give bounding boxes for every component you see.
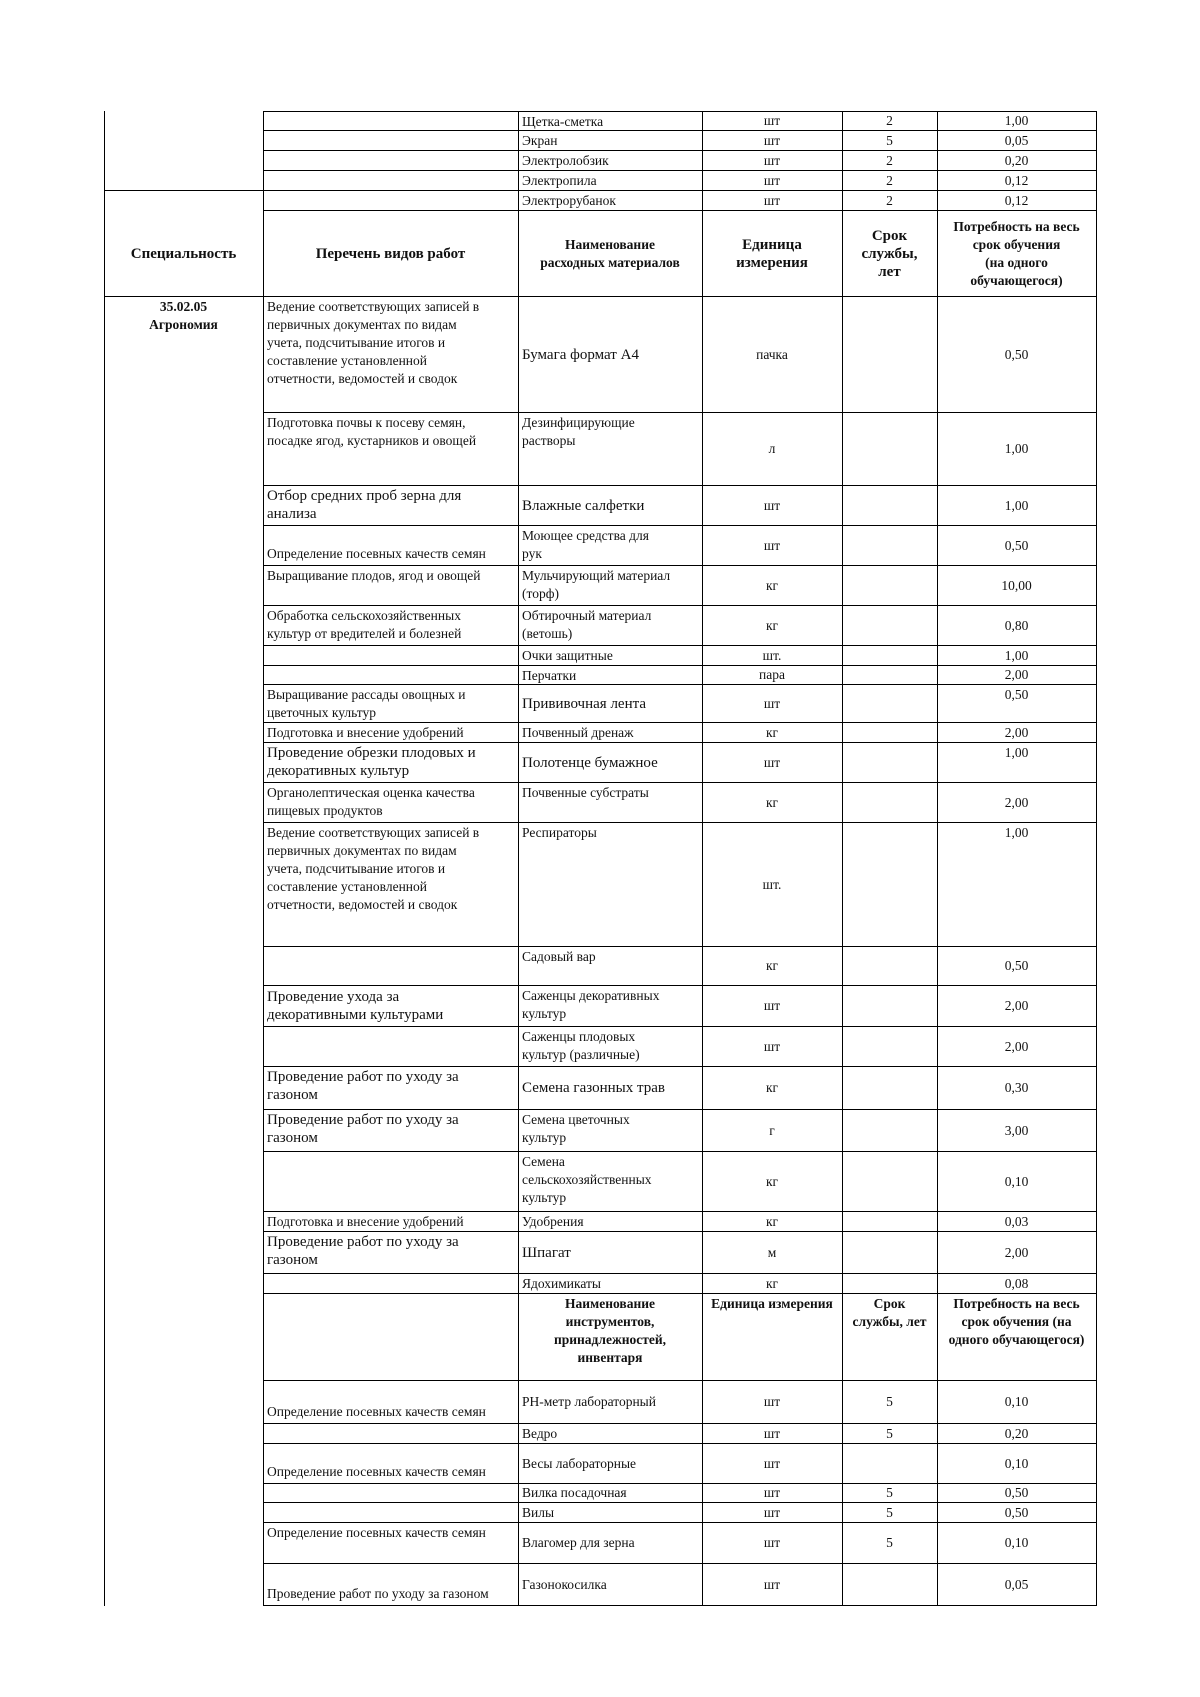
service-life-cell: [843, 413, 936, 485]
unit-cell: кг: [765, 1213, 779, 1229]
unit-cell: шт: [763, 754, 781, 770]
tool-name: Влагомер для зерна: [522, 1535, 635, 1550]
material-name: Саженцы декоративных культур: [522, 988, 660, 1021]
service-life-cell: [843, 566, 936, 605]
need-cell: 0,50: [1004, 346, 1029, 362]
service-life-cell: 2: [886, 113, 893, 128]
material-name: Электропила: [522, 173, 597, 188]
material-name: Садовый вар: [522, 949, 596, 964]
material-name: Влажные салфетки: [522, 497, 645, 514]
service-life-cell: 5: [886, 1535, 893, 1550]
material-name: Электролобзик: [522, 153, 609, 168]
table-rule: [263, 296, 264, 1294]
unit-cell: шт.: [762, 876, 782, 892]
service-life-cell: [843, 723, 936, 742]
need-cell: 0,10: [1004, 1394, 1029, 1409]
material-name: Семена газонных трав: [522, 1080, 665, 1096]
material-name: Прививочная лента: [522, 695, 647, 712]
need-cell: 2,00: [1004, 1038, 1029, 1054]
unit-cell: кг: [765, 1080, 779, 1095]
material-name: Бумага формат А4: [522, 346, 639, 363]
need-cell: 1,00: [1004, 497, 1029, 513]
table-rule: [937, 296, 938, 1294]
need-cell: 2,00: [1004, 794, 1029, 810]
unit-cell: кг: [765, 1173, 779, 1189]
work-type: Проведение работ по уходу за газоном: [267, 1234, 459, 1268]
work-type: [264, 1484, 517, 1502]
service-life-cell: [843, 1152, 936, 1211]
work-type: Подготовка и внесение удобрений: [267, 725, 464, 740]
table-rule: [937, 1293, 938, 1381]
work-type: Проведение работ по уходу за газоном: [267, 1069, 459, 1103]
unit-cell: шт: [763, 1576, 781, 1592]
material-name: Респираторы: [522, 825, 597, 840]
table-rule: [842, 210, 843, 297]
column-header-service-life: Срок службы, лет: [861, 227, 918, 280]
need-cell: 0,20: [1004, 152, 1029, 168]
need-cell: 0,50: [1004, 537, 1029, 553]
service-life-cell: 2: [886, 192, 893, 208]
table-rule: [842, 296, 843, 1294]
unit-cell: пачка: [756, 346, 788, 362]
service-life-cell: [843, 743, 936, 782]
unit-cell: шт: [763, 1535, 781, 1550]
need-cell: 2,00: [1004, 667, 1029, 682]
need-cell: 2,00: [1004, 724, 1029, 740]
material-name: Шпагат: [522, 1244, 571, 1261]
need-cell: 0,30: [1004, 1080, 1029, 1095]
material-name: Обтирочный материал (ветошь): [522, 608, 652, 641]
work-type: [264, 1152, 517, 1211]
material-name: Дезинфицирующие растворы: [522, 415, 635, 448]
tool-name: Ведро: [522, 1425, 558, 1441]
work-type: Подготовка почвы к посеву семян, посадке ягод, кустарников и овощей: [267, 415, 477, 448]
table-rule: [518, 296, 519, 1294]
material-name: Электрорубанок: [522, 193, 616, 208]
table-rule: [518, 1293, 519, 1381]
work-type: [264, 666, 517, 684]
tools-header-service-life: Срок службы, лет: [852, 1296, 927, 1329]
service-life-cell: [843, 1027, 936, 1066]
unit-cell: шт: [763, 695, 781, 711]
column-header-need: Потребность на весь срок обучения (на одного обучающегося): [953, 218, 1080, 288]
need-cell: 0,10: [1004, 1535, 1029, 1550]
unit-cell: шт.: [762, 647, 782, 663]
table-rule: [702, 296, 703, 1294]
unit-cell: кг: [765, 617, 779, 633]
unit-cell: шт: [763, 1038, 781, 1054]
service-life-cell: 5: [886, 1485, 893, 1500]
need-cell: 1,00: [1004, 745, 1029, 760]
unit-cell: шт: [763, 152, 781, 168]
unit-cell: шт: [763, 1485, 781, 1500]
table-rule: [518, 111, 519, 211]
tool-name: РН-метр лабораторный: [522, 1394, 656, 1409]
need-cell: 0,50: [1004, 1485, 1029, 1500]
unit-cell: шт: [763, 192, 781, 208]
need-cell: 3,00: [1004, 1122, 1029, 1138]
need-cell: 0,10: [1004, 1173, 1029, 1189]
service-life-cell: [843, 685, 936, 722]
work-type: [264, 1274, 517, 1293]
service-life-cell: [843, 1564, 936, 1605]
unit-cell: м: [767, 1244, 777, 1260]
need-cell: 0,12: [1004, 172, 1029, 188]
service-life-cell: 5: [886, 1504, 893, 1520]
need-cell: 0,50: [1004, 687, 1029, 702]
work-type: Определение посевных качеств семян: [267, 1404, 486, 1419]
material-name: Саженцы плодовых культур (различные): [522, 1029, 640, 1062]
need-cell: 0,50: [1004, 958, 1029, 973]
work-type: [264, 1424, 517, 1443]
table-rule: [263, 1293, 264, 1381]
column-header-materials: Наименование расходных материалов: [540, 236, 680, 270]
work-type: Проведение обрезки плодовых и декоративных культур: [267, 745, 476, 779]
unit-cell: кг: [765, 794, 779, 810]
unit-cell: кг: [765, 1275, 779, 1291]
need-cell: 2,00: [1004, 998, 1029, 1013]
service-life-cell: [843, 486, 936, 525]
unit-cell: шт: [763, 998, 781, 1013]
work-type: Ведение соответствующих записей в первичных документах по видам учета, подсчитывание итогов и составление установленной отчетности, ведомостей и сводок: [267, 299, 480, 386]
work-type: Отбор средних проб зерна для анализа: [267, 488, 462, 522]
table-rule: [1096, 1293, 1097, 1381]
service-life-cell: [843, 297, 936, 412]
table-rule: [937, 210, 938, 297]
work-type: [264, 1027, 517, 1066]
service-life-cell: [843, 986, 936, 1026]
unit-cell: кг: [765, 724, 779, 740]
need-cell: 2,00: [1004, 1244, 1029, 1260]
service-life-cell: [843, 1110, 936, 1151]
material-name: Полотенце бумажное: [522, 754, 658, 771]
tools-header-need: Потребность на весь срок обучения (на одного обучающегося): [948, 1296, 1085, 1347]
unit-cell: шт: [763, 1425, 781, 1441]
service-life-cell: [843, 646, 936, 665]
service-life-cell: [843, 823, 936, 946]
material-name: Ядохимикаты: [522, 1276, 601, 1291]
unit-cell: пара: [759, 667, 785, 682]
unit-cell: шт: [763, 537, 781, 553]
tool-name: Вилка посадочная: [522, 1485, 627, 1500]
service-life-cell: [843, 526, 936, 565]
table-rule: [263, 111, 264, 211]
work-type: Выращивание плодов, ягод и овощей: [267, 568, 481, 583]
need-cell: 1,00: [1004, 113, 1029, 128]
work-type: Проведение работ по уходу за газоном: [267, 1112, 459, 1146]
need-cell: 0,05: [1004, 1576, 1029, 1592]
table-rule: [1096, 296, 1097, 1294]
work-type: Определение посевных качеств семян: [267, 1525, 486, 1540]
column-header-specialty: Специальность: [130, 245, 237, 262]
need-cell: 0,05: [1004, 132, 1029, 148]
need-cell: 0,50: [1004, 1504, 1029, 1520]
material-name: Очки защитные: [522, 648, 613, 663]
need-cell: 1,00: [1004, 647, 1029, 663]
work-type: Проведение работ по уходу за газоном: [267, 1586, 489, 1601]
tool-name: Газонокосилка: [522, 1576, 607, 1592]
unit-cell: шт: [763, 113, 781, 128]
work-type: [264, 1503, 517, 1522]
table-rule: [518, 210, 519, 297]
unit-cell: г: [769, 1122, 775, 1138]
need-cell: 0,10: [1004, 1455, 1029, 1471]
material-name: Перчатки: [522, 668, 577, 683]
work-type: Определение посевных качеств семян: [267, 1464, 486, 1479]
service-life-cell: 5: [886, 1425, 893, 1441]
specialty-name: Агрономия: [149, 317, 218, 332]
service-life-cell: [843, 947, 936, 985]
table-rule: [263, 1605, 1097, 1606]
table-rule: [518, 1380, 519, 1606]
table-rule: [842, 1293, 843, 1381]
material-name: Щетка-сметка: [522, 114, 604, 129]
service-life-cell: [843, 666, 936, 684]
tools-header-unit: Единица измерения: [711, 1296, 833, 1311]
unit-cell: л: [768, 441, 776, 456]
table-rule: [702, 1380, 703, 1606]
unit-cell: кг: [765, 958, 779, 973]
column-header-works: Перечень видов работ: [315, 245, 466, 262]
material-name: Моющее средства для рук: [522, 528, 649, 561]
work-type: Ведение соответствующих записей в первичных документах по видам учета, подсчитывание итогов и составление установленной отчетности, ведомостей и сводок: [267, 825, 480, 912]
table-rule: [263, 1380, 264, 1606]
service-life-cell: [843, 1232, 936, 1273]
left-border: [104, 111, 105, 1606]
table-rule: [1096, 210, 1097, 297]
service-life-cell: [843, 1067, 936, 1109]
work-type: Проведение ухода за декоративными культурами: [267, 989, 444, 1023]
material-name: Семена цветочных культур: [522, 1112, 630, 1145]
work-type: [264, 947, 517, 985]
table-rule: [1096, 1380, 1097, 1606]
table-rule: [937, 111, 938, 211]
service-life-cell: [843, 1274, 936, 1293]
work-type: Подготовка и внесение удобрений: [267, 1214, 464, 1229]
material-name: Удобрения: [522, 1214, 584, 1229]
tool-name: Вилы: [522, 1504, 555, 1520]
material-name: Экран: [522, 133, 558, 148]
service-life-cell: 5: [886, 132, 893, 148]
service-life-cell: 5: [886, 1394, 893, 1409]
material-name: Почвенные субстраты: [522, 785, 649, 800]
table-rule: [702, 111, 703, 211]
service-life-cell: [843, 606, 936, 645]
need-cell: 1,00: [1004, 825, 1029, 840]
need-cell: 0,03: [1004, 1213, 1029, 1229]
material-name: Семена сельскохозяйственных культур: [522, 1154, 652, 1205]
table-rule: [702, 210, 703, 297]
table-rule: [1096, 111, 1097, 211]
need-cell: 0,08: [1004, 1275, 1029, 1291]
service-life-cell: [843, 1212, 936, 1231]
table-rule: [842, 111, 843, 211]
need-cell: 0,80: [1004, 617, 1029, 633]
column-header-unit: Единица измерения: [736, 236, 808, 271]
specialty-code: 35.02.05: [159, 299, 208, 314]
table-rule: [702, 1293, 703, 1381]
work-type: Выращивание рассады овощных и цветочных культур: [267, 687, 466, 720]
service-life-cell: 2: [886, 172, 893, 188]
unit-cell: шт: [763, 1455, 781, 1471]
work-type: Обработка сельскохозяйственных культур от вредителей и болезней: [267, 608, 462, 641]
service-life-cell: [843, 1444, 936, 1483]
work-type: Определение посевных качеств семян: [267, 546, 486, 561]
unit-cell: кг: [765, 577, 779, 593]
need-cell: 1,00: [1004, 441, 1029, 456]
unit-cell: шт: [763, 172, 781, 188]
unit-cell: шт: [763, 1394, 781, 1409]
tools-header-name: Наименование инструментов, принадлежностей, инвентаря: [553, 1296, 667, 1365]
service-life-cell: [843, 783, 936, 822]
need-cell: 10,00: [1001, 577, 1032, 593]
unit-cell: шт: [763, 1504, 781, 1520]
table-rule: [937, 1380, 938, 1606]
work-type: Органолептическая оценка качества пищевых продуктов: [267, 785, 475, 818]
service-life-cell: 2: [886, 152, 893, 168]
need-cell: 0,12: [1004, 192, 1029, 208]
material-name: Почвенный дренаж: [522, 725, 634, 740]
tool-name: Весы лабораторные: [522, 1455, 637, 1471]
unit-cell: шт: [763, 132, 781, 148]
unit-cell: шт: [763, 497, 781, 513]
table-rule: [842, 1380, 843, 1606]
material-name: Мульчирующий материал (торф): [522, 568, 671, 601]
table-rule: [263, 210, 264, 297]
work-type: [264, 646, 517, 665]
need-cell: 0,20: [1004, 1425, 1029, 1441]
